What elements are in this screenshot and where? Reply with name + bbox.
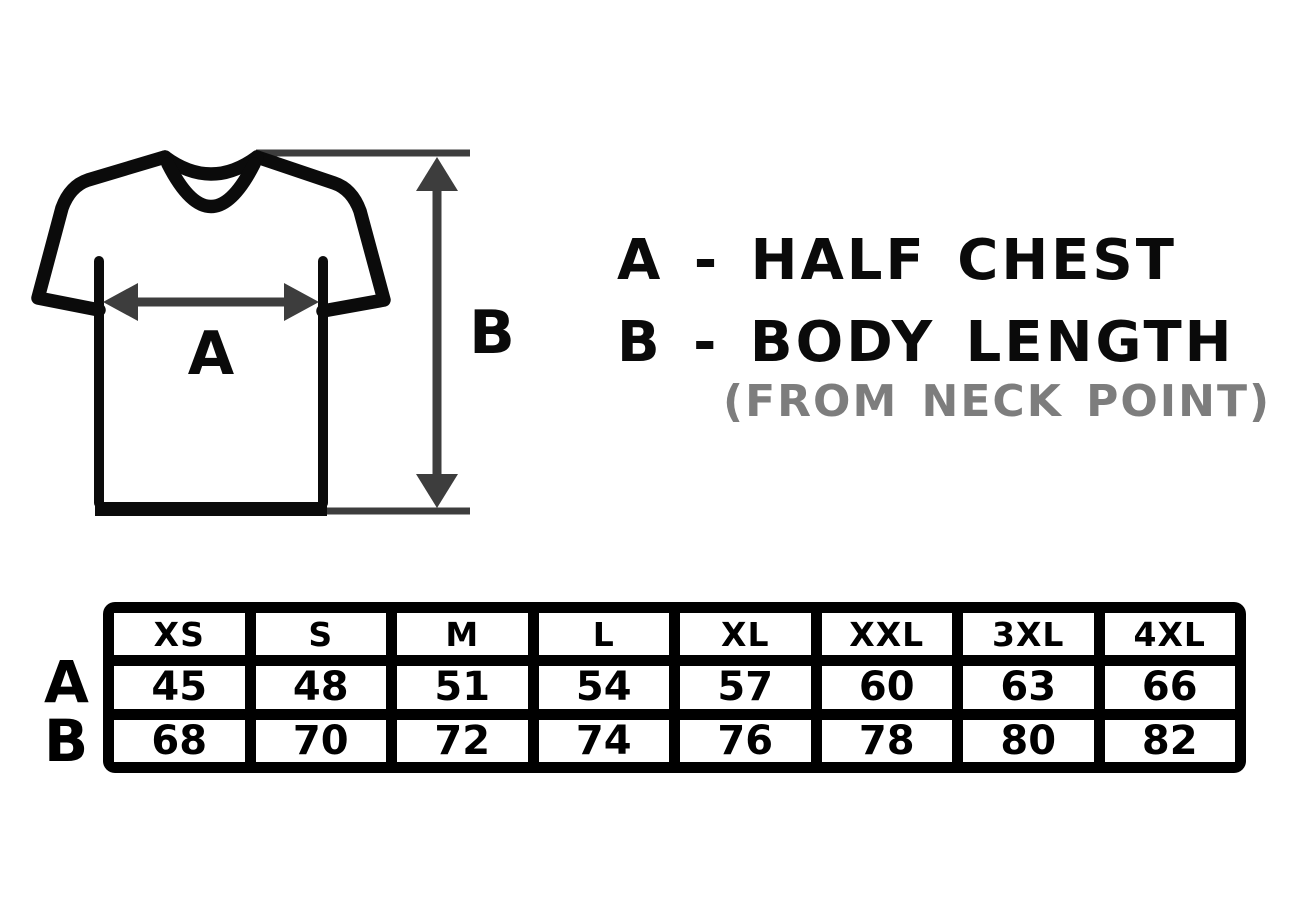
size-header-cell: XS bbox=[114, 613, 245, 655]
body-length-value-cell: 72 bbox=[397, 720, 528, 762]
legend-half-chest: A - HALF CHEST bbox=[617, 228, 1177, 293]
table-row-label-b: B bbox=[44, 707, 89, 775]
tshirt-measurement-diagram bbox=[0, 0, 560, 560]
body-length-value-cell: 80 bbox=[963, 720, 1094, 762]
half-chest-value-cell: 57 bbox=[680, 666, 811, 708]
size-header-cell: M bbox=[397, 613, 528, 655]
body-length-value-cell: 68 bbox=[114, 720, 245, 762]
body-length-value-cell: 74 bbox=[539, 720, 670, 762]
half-chest-value-cell: 60 bbox=[822, 666, 953, 708]
body-length-value-cell: 70 bbox=[256, 720, 387, 762]
half-chest-value-cell: 45 bbox=[114, 666, 245, 708]
legend-body-length: B - BODY LENGTH bbox=[617, 310, 1235, 375]
body-length-arrow bbox=[416, 157, 458, 508]
body-length-value-cell: 76 bbox=[680, 720, 811, 762]
body-length-value-cell: 82 bbox=[1105, 720, 1236, 762]
table-row-label-a: A bbox=[44, 648, 89, 716]
size-header-cell: L bbox=[539, 613, 670, 655]
legend-body-length-note: (FROM NECK POINT) bbox=[723, 376, 1272, 427]
half-chest-value-cell: 51 bbox=[397, 666, 528, 708]
size-header-cell: S bbox=[256, 613, 387, 655]
size-header-cell: XXL bbox=[822, 613, 953, 655]
marker-a-label: A bbox=[187, 319, 235, 389]
size-header-cell: 3XL bbox=[963, 613, 1094, 655]
half-chest-value-cell: 54 bbox=[539, 666, 670, 708]
size-header-cell: 4XL bbox=[1105, 613, 1236, 655]
marker-b-label: B bbox=[469, 298, 515, 368]
half-chest-value-cell: 63 bbox=[963, 666, 1094, 708]
size-table bbox=[103, 602, 1246, 773]
size-header-cell: XL bbox=[680, 613, 811, 655]
half-chest-arrow bbox=[103, 283, 319, 321]
half-chest-value-cell: 66 bbox=[1105, 666, 1236, 708]
half-chest-value-cell: 48 bbox=[256, 666, 387, 708]
body-length-value-cell: 78 bbox=[822, 720, 953, 762]
